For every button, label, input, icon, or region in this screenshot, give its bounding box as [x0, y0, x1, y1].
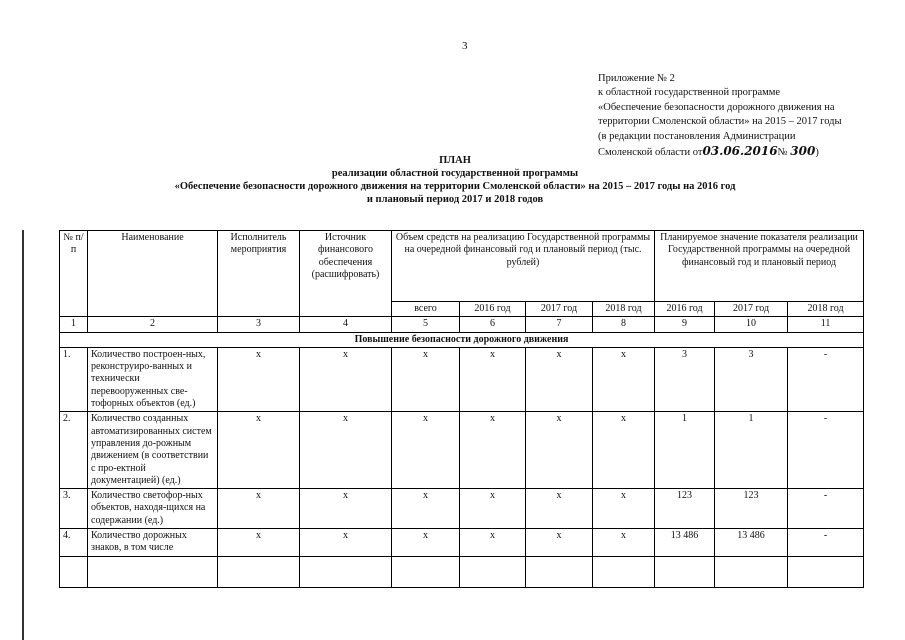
row-name: Количество созданных автоматизированных систем управления до-рожным движением (в соответствии с про-ектной документацией) (ед.) — [88, 412, 218, 489]
appendix-line: «Обеспечение безопасности дорожного движения на — [598, 101, 835, 113]
section-title: Повышение безопасности дорожного движения — [60, 332, 864, 347]
plan-title: ПЛАН — [439, 155, 471, 166]
column-number: 3 — [218, 317, 300, 332]
subheader-ind-2016: 2016 год — [655, 302, 715, 317]
row-ind-2018: - — [788, 412, 864, 489]
row-ind-2018: - — [788, 489, 864, 529]
row-ind-2017: 1 — [715, 412, 788, 489]
row-ind-2016: 123 — [655, 489, 715, 529]
row-executor: х — [218, 412, 300, 489]
appendix-line: Приложение № 2 — [598, 73, 675, 84]
row-2018: х — [593, 489, 655, 529]
plan-subtitle-2: «Обеспечение безопасности дорожного движения на территории Смоленской области» на 2015 – 2017 годы на 2016 год — [174, 181, 736, 192]
row-source: х — [300, 489, 392, 529]
column-number: 5 — [392, 317, 460, 332]
table-row — [60, 529, 864, 557]
row-num: 4. — [60, 529, 88, 557]
row-2017: х — [526, 347, 593, 411]
row-num: 1. — [60, 347, 88, 411]
subheader-ind-2017: 2017 год — [715, 302, 788, 317]
column-number: 1 — [60, 317, 88, 332]
header-num: № п/п — [60, 231, 88, 317]
row-ind-2018: - — [788, 529, 864, 557]
subheader-2017: 2017 год — [526, 302, 593, 317]
row-source: х — [300, 529, 392, 557]
subheader-2016: 2016 год — [460, 302, 526, 317]
subheader-total: всего — [392, 302, 460, 317]
handwritten-number: 300 — [790, 144, 816, 159]
row-ind-2016: 3 — [655, 347, 715, 411]
scan-edge-line — [22, 230, 24, 640]
appendix-line: территории Смоленской области» на 2015 – 2017 годы — [598, 116, 842, 128]
row-2017: х — [526, 529, 593, 557]
table-row — [60, 489, 864, 529]
row-executor: х — [218, 347, 300, 411]
row-2016: х — [460, 489, 526, 529]
header-source: Источник финансового обеспечения (расшифровать) — [300, 231, 392, 317]
column-number: 9 — [655, 317, 715, 332]
row-name: Количество дорожных знаков, в том числе — [88, 529, 218, 557]
row-2017: х — [526, 412, 593, 489]
row-total: х — [392, 489, 460, 529]
row-executor: х — [218, 489, 300, 529]
column-number: 10 — [715, 317, 788, 332]
appendix-line: к областной государственной программе — [598, 87, 781, 99]
row-total: х — [392, 347, 460, 411]
appendix-block — [598, 72, 898, 160]
header-funds: Объем средств на реализацию Государственной программы на очередной финансовый год и плановый период (тыс. рублей) — [392, 231, 655, 302]
column-number: 4 — [300, 317, 392, 332]
header-row — [60, 231, 864, 302]
row-ind-2018: - — [788, 347, 864, 411]
closing-paren: ) — [815, 147, 819, 159]
table-row — [60, 412, 864, 489]
row-ind-2016: 13 486 — [655, 529, 715, 557]
plan-table — [59, 230, 864, 588]
row-2016: х — [460, 529, 526, 557]
row-num: 3. — [60, 489, 88, 529]
row-2018: х — [593, 347, 655, 411]
row-2016: х — [460, 412, 526, 489]
row-ind-2017: 123 — [715, 489, 788, 529]
header-indicator: Планируемое значение показателя реализации Государственной программы на очередной финансовый год и плановый период — [655, 231, 864, 302]
row-source: х — [300, 412, 392, 489]
column-numbers-row — [60, 317, 864, 332]
handwritten-date: 03.06.2016 — [702, 144, 778, 159]
row-total: х — [392, 529, 460, 557]
column-number: 11 — [788, 317, 864, 332]
plan-subtitle-3: и плановый период 2017 и 2018 годов — [366, 194, 544, 205]
plan-subtitle-1: реализации областной государственной программы — [331, 168, 579, 179]
row-2018: х — [593, 412, 655, 489]
row-ind-2016: 1 — [655, 412, 715, 489]
page-number: 3 — [462, 40, 468, 52]
row-total: х — [392, 412, 460, 489]
row-2016: х — [460, 347, 526, 411]
header-name: Наименование — [88, 231, 218, 317]
row-executor: х — [218, 529, 300, 557]
column-number: 2 — [88, 317, 218, 332]
row-ind-2017: 13 486 — [715, 529, 788, 557]
row-2018: х — [593, 529, 655, 557]
row-num: 2. — [60, 412, 88, 489]
row-2017: х — [526, 489, 593, 529]
number-sign: № — [777, 147, 788, 159]
subheader-2018: 2018 год — [593, 302, 655, 317]
row-name: Количество светофор-ных объектов, находя-щихся на содержании (ед.) — [88, 489, 218, 529]
column-number: 7 — [526, 317, 593, 332]
row-ind-2017: 3 — [715, 347, 788, 411]
subheader-ind-2018: 2018 год — [788, 302, 864, 317]
section-row — [60, 332, 864, 347]
appendix-line: (в редакции постановления Администрации — [598, 130, 796, 142]
column-number: 6 — [460, 317, 526, 332]
column-number: 8 — [593, 317, 655, 332]
appendix-last-prefix: Смоленской области от — [598, 147, 703, 159]
header-executor: Исполнитель мероприятия — [218, 231, 300, 317]
table-row — [60, 347, 864, 411]
continuation-row — [60, 556, 864, 587]
row-name: Количество построен-ных, реконструиро-ванных и технически перевооруженных све-тофорных объектов (ед.) — [88, 347, 218, 411]
row-source: х — [300, 347, 392, 411]
